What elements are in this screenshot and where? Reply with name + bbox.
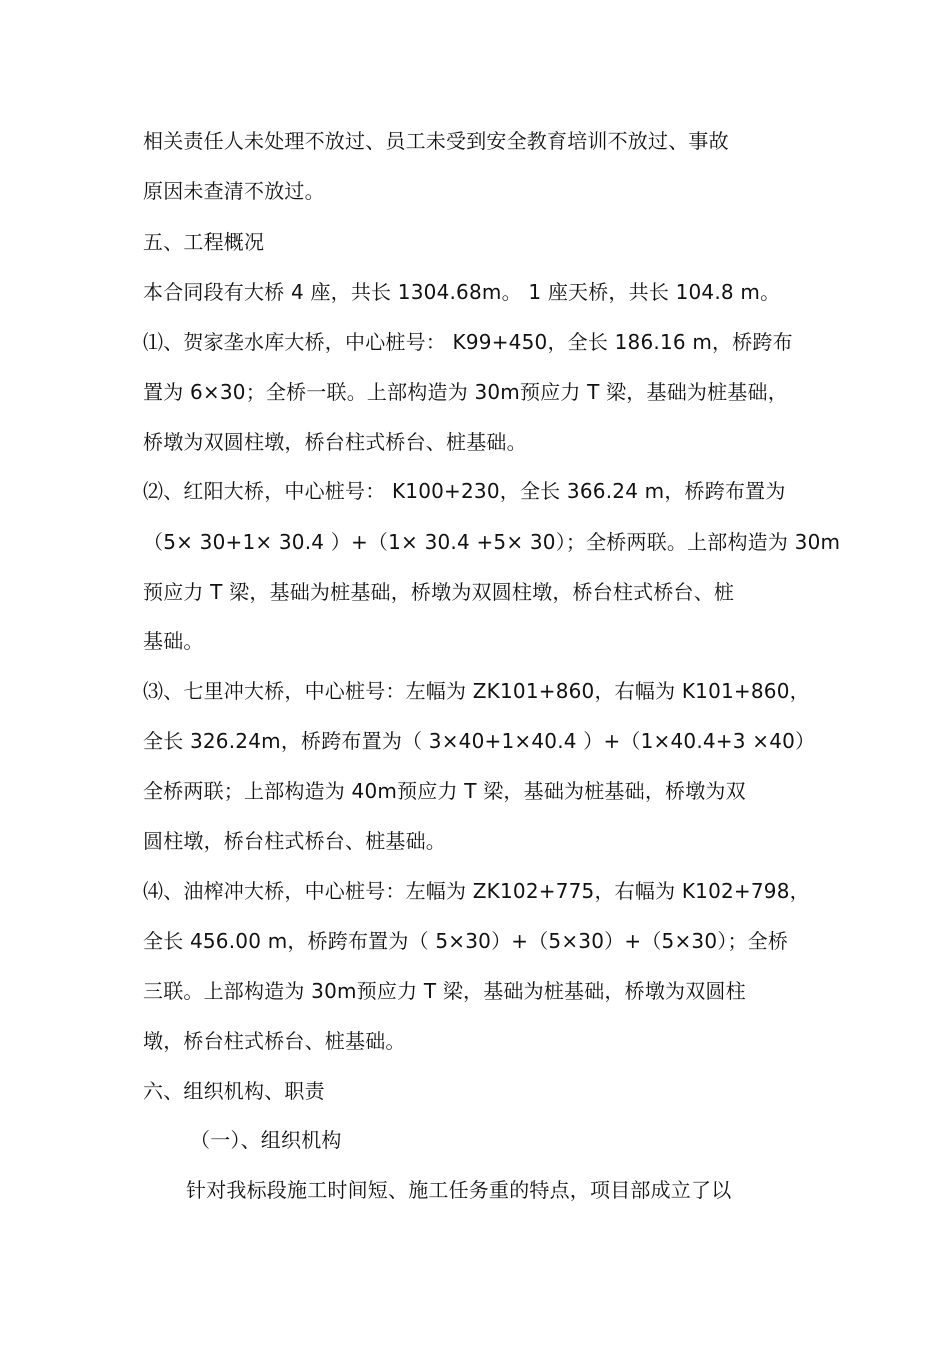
paragraph-line: 圆柱墩，桥台柱式桥台、桩基础。 xyxy=(143,829,446,853)
paragraph-line: 置为 6×30；全桥一联。上部构造为 30m预应力 T 梁，基础为桩基础， xyxy=(143,380,788,404)
paragraph-line: 针对我标段施工时间短、施工任务重的特点，项目部成立了以 xyxy=(186,1178,732,1202)
paragraph-line: 原因未查清不放过。 xyxy=(143,179,325,203)
paragraph-line: 全长 326.24m，桥跨布置为（ 3×40+1×40.4 ）+（1×40.4+3 ×40） xyxy=(143,729,816,753)
section-heading: 五、工程概况 xyxy=(143,230,265,254)
paragraph-line: 本合同段有大桥 4 座，共长 1304.68m。 1 座天桥，共长 104.8 m。 xyxy=(143,280,781,304)
paragraph-line: 基础。 xyxy=(143,629,204,653)
list-item: ⑵、红阳大桥，中心桩号： K100+230，全长 366.24 m，桥跨布置为 xyxy=(143,479,786,503)
list-item: ⑷、油榨冲大桥，中心桩号：左幅为 ZK102+775，右幅为 K102+798， xyxy=(143,879,810,903)
list-item: ⑴、贺家垄水库大桥，中心桩号： K99+450，全长 186.16 m，桥跨布 xyxy=(143,330,793,354)
paragraph-line: 相关责任人未处理不放过、员工未受到安全教育培训不放过、事故 xyxy=(143,129,729,153)
paragraph-line: 全桥两联；上部构造为 40m预应力 T 梁，基础为桩基础，桥墩为双 xyxy=(143,779,746,803)
paragraph-line: （5× 30+1× 30.4 ）+（1× 30.4 +5× 30）；全桥两联。上部构造为 30m xyxy=(143,530,841,554)
list-item: ⑶、七里冲大桥，中心桩号：左幅为 ZK101+860，右幅为 K101+860， xyxy=(143,679,810,703)
paragraph-line: 墩，桥台柱式桥台、桩基础。 xyxy=(143,1029,406,1053)
section-heading: 六、组织机构、职责 xyxy=(143,1079,325,1103)
paragraph-line: 全长 456.00 m，桥跨布置为（ 5×30）+（5×30）+（5×30）；全桥 xyxy=(143,929,789,953)
paragraph-line: 预应力 T 梁，基础为桩基础，桥墩为双圆柱墩，桥台柱式桥台、桩 xyxy=(143,580,735,604)
subsection-heading: （一）、组织机构 xyxy=(190,1128,342,1152)
paragraph-line: 桥墩为双圆柱墩，桥台柱式桥台、桩基础。 xyxy=(143,430,527,454)
paragraph-line: 三联。上部构造为 30m预应力 T 梁，基础为桩基础，桥墩为双圆柱 xyxy=(143,979,746,1003)
